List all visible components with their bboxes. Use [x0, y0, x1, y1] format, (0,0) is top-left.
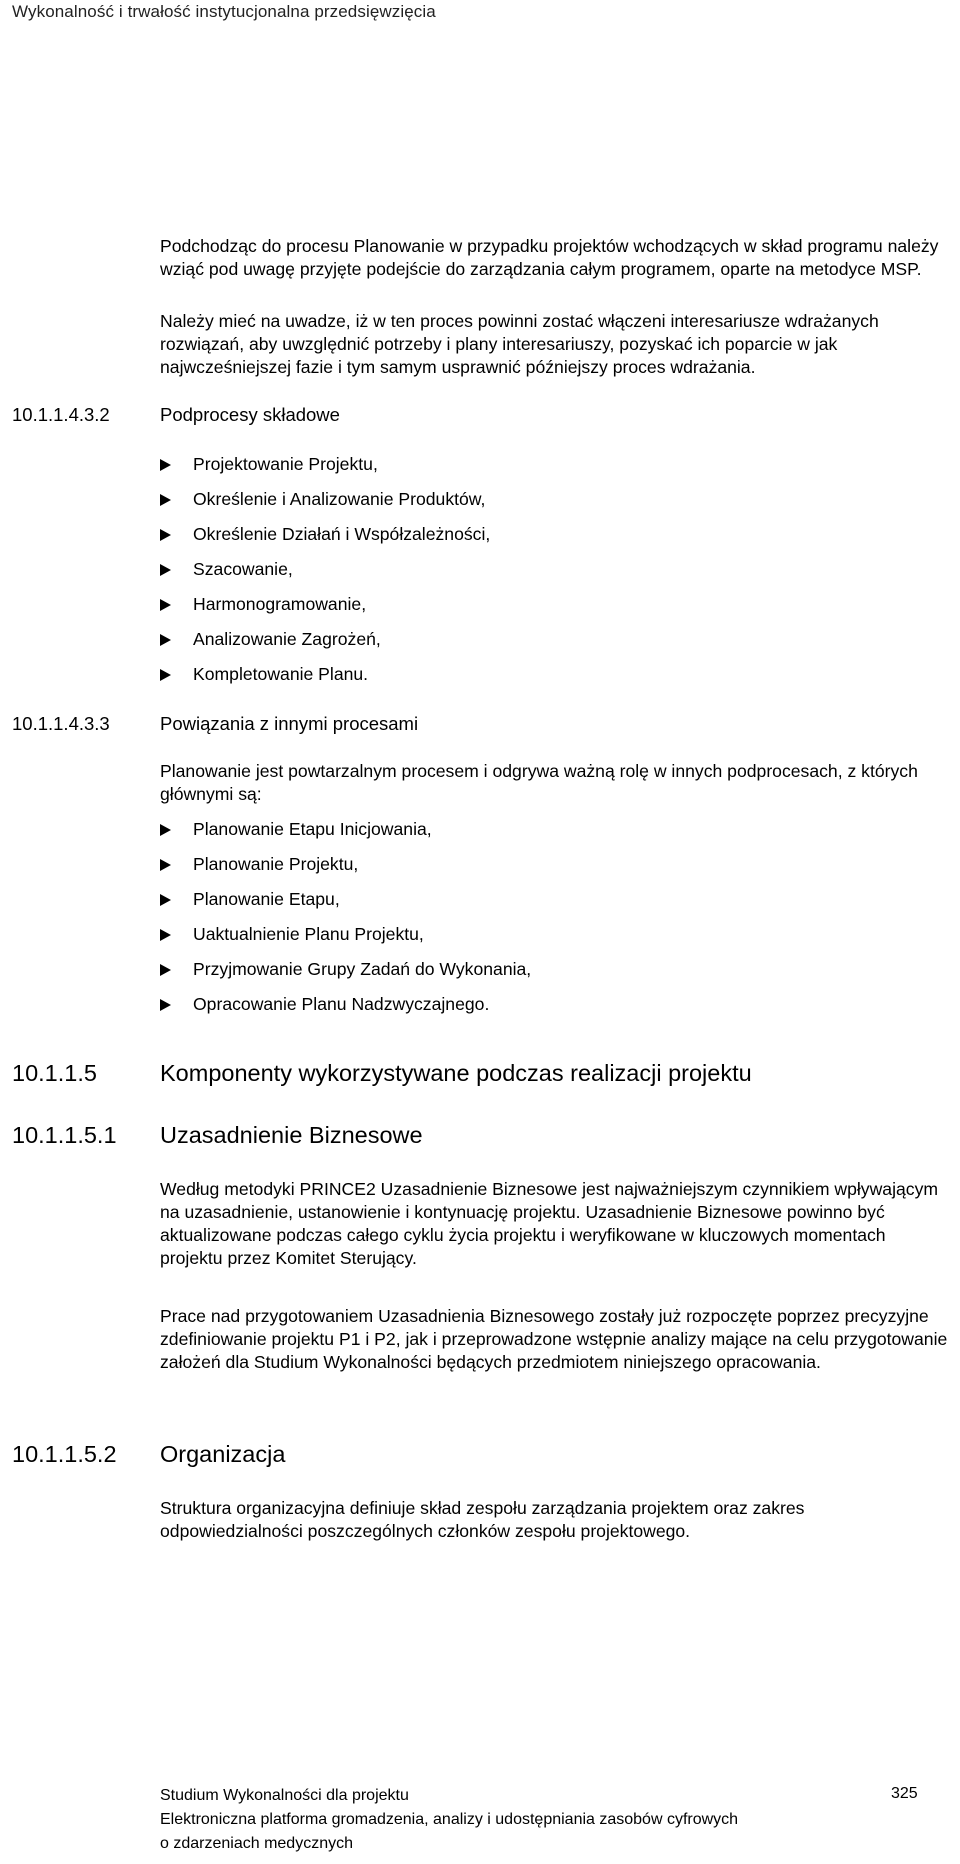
paragraph-stakeholders: Należy mieć na uwadze, iż w ten proces powinni zostać włączeni interesariusze wdrażanych rozwiązań, aby uwzględnić potrzeby i plany interesariuszy, pozyskać ich poparcie w jak najwcześniejszej fazie i tym samym usprawnić późniejszy proces wdrażania.	[160, 311, 879, 377]
bullet-arrow-icon	[160, 964, 171, 976]
section-number: 10.1.1.5.2	[12, 1441, 117, 1467]
section-title: Uzasadnienie Biznesowe	[160, 1122, 423, 1148]
list-item: Uaktualnienie Planu Projektu,	[160, 923, 424, 946]
bullet-arrow-icon	[160, 669, 171, 681]
section-intro: Planowanie jest powtarzalnym procesem i odgrywa ważną rolę w innych podprocesach, z których głównymi są:	[160, 761, 918, 804]
footer-line: Studium Wykonalności dla projektu	[160, 1787, 409, 1804]
paragraph-preparation: Prace nad przygotowaniem Uzasadnienia Biznesowego zostały już rozpoczęte poprzez precyzyjne zdefiniowanie projektu P1 i P2, jak i przeprowadzone wstępnie analizy mające na celu przygotowanie założeń dla Studium Wykonalności będących przedmiotem niniejszego opracowania.	[160, 1306, 948, 1372]
bullet-arrow-icon	[160, 894, 171, 906]
paragraph-business-case: Według metodyki PRINCE2 Uzasadnienie Biznesowe jest najważniejszym czynnikiem wpływającym na uzasadnienie, ustanowienie i kontynuację projektu. Uzasadnienie Biznesowe powinno być aktualizowane podczas całego cyklu życia projektu i weryfikowane w kluczowych momentach projektu przez Komitet Sterujący.	[160, 1179, 939, 1268]
bullet-arrow-icon	[160, 634, 171, 646]
list-item: Określenie i Analizowanie Produktów,	[160, 488, 485, 511]
section-number: 10.1.1.5.1	[12, 1122, 117, 1148]
footer-line: Elektroniczna platforma gromadzenia, analizy i udostępniania zasobów cyfrowych	[160, 1811, 739, 1828]
list-item: Harmonogramowanie,	[160, 593, 366, 616]
bullet-arrow-icon	[160, 564, 171, 576]
bullet-arrow-icon	[160, 599, 171, 611]
list-item: Szacowanie,	[160, 558, 293, 581]
paragraph-msp: Podchodząc do procesu Planowanie w przypadku projektów wchodzących w skład programu należy wziąć pod uwagę przyjęte podejście do zarządzania całym programem, oparte na metodyce MSP.	[160, 236, 939, 279]
bullet-arrow-icon	[160, 929, 171, 941]
heading-title: Komponenty wykorzystywane podczas realizacji projektu	[160, 1060, 752, 1086]
section-number: 10.1.1.4.3.2	[12, 404, 110, 425]
paragraph-organization: Struktura organizacyjna definiuje skład zespołu zarządzania projektem oraz zakres odpowiedzialności poszczególnych członków zespołu projektowego.	[160, 1498, 805, 1541]
heading-number: 10.1.1.5	[12, 1060, 97, 1086]
bullet-arrow-icon	[160, 494, 171, 506]
bullet-arrow-icon	[160, 999, 171, 1011]
bullet-arrow-icon	[160, 529, 171, 541]
list-item: Projektowanie Projektu,	[160, 453, 378, 476]
list-item: Planowanie Etapu Inicjowania,	[160, 818, 432, 841]
bullet-arrow-icon	[160, 859, 171, 871]
section-title: Powiązania z innymi procesami	[160, 713, 419, 734]
footer-line: o zdarzeniach medycznych	[160, 1835, 353, 1852]
list-item: Przyjmowanie Grupy Zadań do Wykonania,	[160, 958, 531, 981]
list-item: Kompletowanie Planu.	[160, 663, 368, 686]
list-item: Planowanie Projektu,	[160, 853, 358, 876]
bullet-arrow-icon	[160, 459, 171, 471]
running-header: Wykonalność i trwałość instytucjonalna przedsięwzięcia	[12, 2, 436, 21]
page-number: 325	[891, 1785, 918, 1802]
list-item: Planowanie Etapu,	[160, 888, 340, 911]
section-number: 10.1.1.4.3.3	[12, 713, 110, 734]
list-item: Analizowanie Zagrożeń,	[160, 628, 381, 651]
list-item: Określenie Działań i Współzależności,	[160, 523, 490, 546]
section-title: Podprocesy składowe	[160, 404, 340, 425]
bullet-arrow-icon	[160, 824, 171, 836]
list-item: Opracowanie Planu Nadzwyczajnego.	[160, 993, 489, 1016]
section-title: Organizacja	[160, 1441, 286, 1467]
